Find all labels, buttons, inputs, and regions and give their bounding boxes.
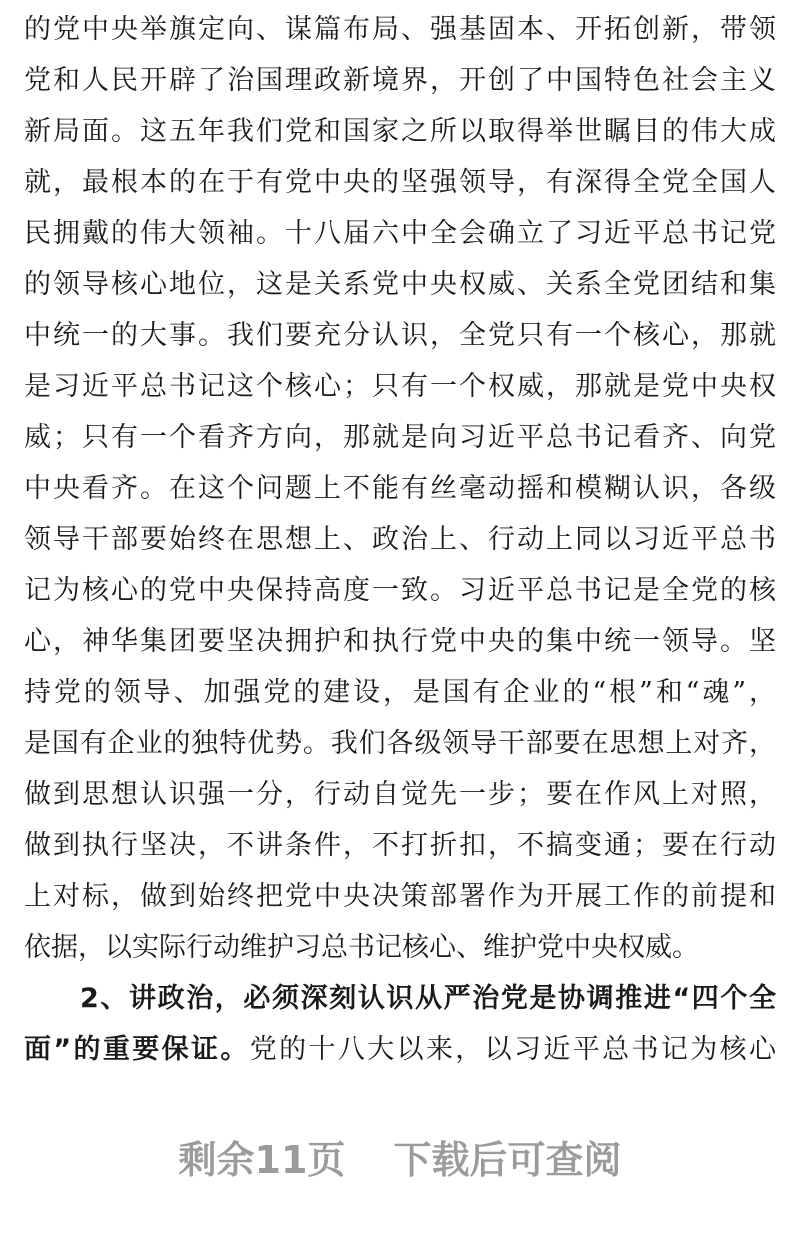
download-to-view-text: 下载后可查阅 <box>393 1138 622 1182</box>
body-line: 持党的领导、加强党的建设，是国有企业的“根”和“魂”， <box>24 677 776 708</box>
download-prompt[interactable] <box>0 1130 800 1190</box>
remaining-pages-text: 剩余11页 <box>178 1138 346 1182</box>
body-line: 新局面。这五年我们党和国家之所以取得举世瞩目的伟大成 <box>24 116 776 147</box>
body-line: 的领导核心地位，这是关系党中央权威、关系全党团结和集 <box>24 269 776 300</box>
body-line: 记为核心的党中央保持高度一致。习近平总书记是全党的核 <box>24 575 776 606</box>
heading-normal-tail: 党的十八大以来，以习近平总书记为核心 <box>249 1034 776 1065</box>
body-line: 做到执行坚决，不讲条件，不打折扣，不搞变通；要在行动 <box>24 830 776 861</box>
body-line: 依据，以实际行动维护习总书记核心、维护党中央权威。 <box>24 932 699 963</box>
body-line: 党和人民开辟了治国理政新境界，开创了中国特色社会主义 <box>24 65 776 96</box>
section-heading: 2、讲政治，必须深刻认识从严治党是协调推进“四个全 <box>80 983 776 1014</box>
heading-continuation-line <box>24 1024 776 1075</box>
body-line: 民拥戴的伟大领袖。十八届六中全会确立了习近平总书记党 <box>24 218 776 249</box>
body-line: 做到思想认识强一分，行动自觉先一步；要在作风上对照， <box>24 779 776 810</box>
body-line: 中统一的大事。我们要充分认识，全党只有一个核心，那就 <box>24 320 776 351</box>
body-line: 领导干部要始终在思想上、政治上、行动上同以习近平总书 <box>24 524 776 555</box>
body-line: 中央看齐。在这个问题上不能有丝毫动摇和模糊认识，各级 <box>24 473 776 504</box>
body-line: 是习近平总书记这个核心；只有一个权威，那就是党中央权 <box>24 371 776 402</box>
body-line: 心，神华集团要坚决拥护和执行党中央的集中统一领导。坚 <box>24 626 776 657</box>
heading-bold-tail: 面”的重要保证。 <box>24 1034 250 1065</box>
body-line: 威；只有一个看齐方向，那就是向习近平总书记看齐、向党 <box>24 422 776 453</box>
body-line: 上对标，做到始终把党中央决策部署作为开展工作的前提和 <box>24 881 776 912</box>
body-line: 就，最根本的在于有党中央的坚强领导，有深得全党全国人 <box>24 167 776 198</box>
body-line: 的党中央举旗定向、谋篇布局、强基固本、开拓创新，带领 <box>24 14 776 45</box>
body-line: 是国有企业的独特优势。我们各级领导干部要在思想上对齐， <box>24 728 776 759</box>
